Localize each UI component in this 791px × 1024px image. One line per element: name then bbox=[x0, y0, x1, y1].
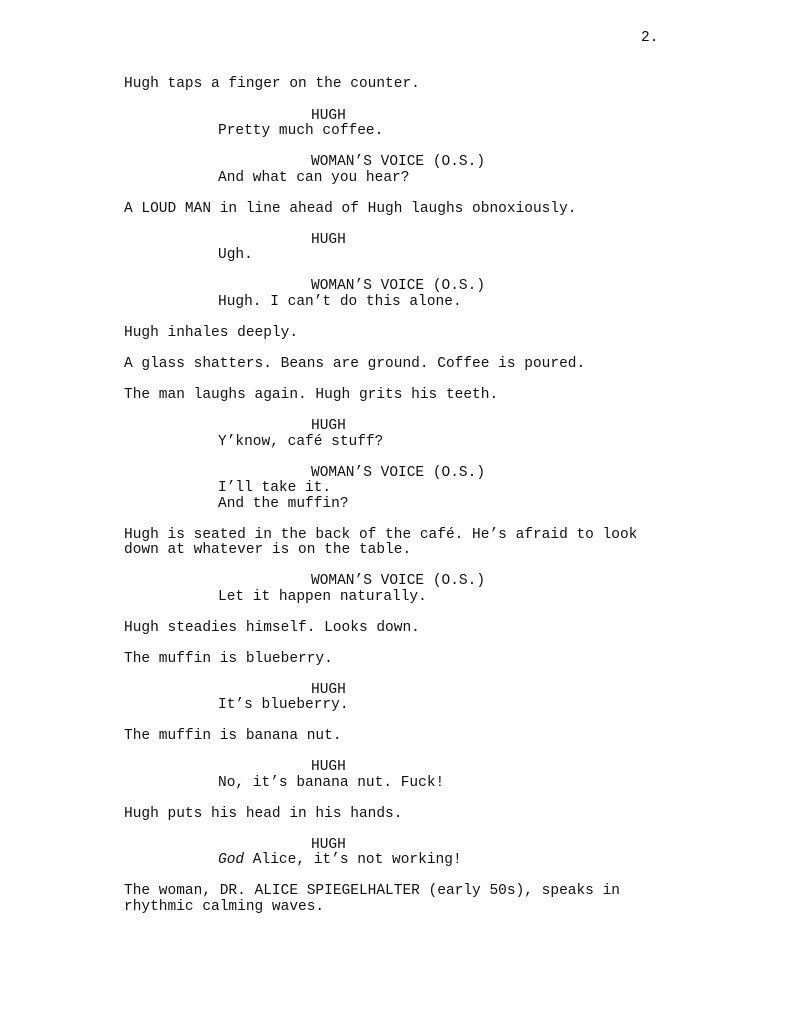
dialogue-line: Hugh. I can’t do this alone. bbox=[218, 294, 462, 310]
dialogue-line: It’s blueberry. bbox=[218, 697, 349, 713]
character-cue: WOMAN’S VOICE (O.S.) bbox=[311, 573, 486, 589]
character-cue: HUGH bbox=[311, 418, 346, 434]
dialogue-line: Ugh. bbox=[218, 247, 253, 263]
dialogue-emphasis: God bbox=[218, 852, 245, 868]
action-line: Hugh steadies himself. Looks down. bbox=[124, 620, 420, 636]
character-cue: WOMAN’S VOICE (O.S.) bbox=[311, 154, 486, 170]
action-line: Hugh taps a finger on the counter. bbox=[124, 76, 420, 92]
character-cue: HUGH bbox=[311, 682, 346, 698]
action-line: The man laughs again. Hugh grits his teeth. bbox=[124, 387, 499, 403]
action-line: The muffin is blueberry. bbox=[124, 651, 333, 667]
dialogue-text: Alice, it’s not working! bbox=[244, 852, 462, 868]
dialogue-line bbox=[218, 853, 462, 869]
dialogue-line: Y’know, café stuff? bbox=[218, 434, 384, 450]
dialogue-line: And what can you hear? bbox=[218, 170, 410, 186]
dialogue-line: No, it’s banana nut. Fuck! bbox=[218, 775, 445, 791]
action-line: A LOUD MAN in line ahead of Hugh laughs obnoxiously. bbox=[124, 201, 577, 217]
character-cue: WOMAN’S VOICE (O.S.) bbox=[311, 465, 486, 481]
character-cue: HUGH bbox=[311, 232, 346, 248]
page-number: 2. bbox=[641, 30, 659, 46]
action-line: rhythmic calming waves. bbox=[124, 899, 325, 915]
dialogue-line: And the muffin? bbox=[218, 496, 349, 512]
character-cue: HUGH bbox=[311, 837, 346, 853]
character-cue: WOMAN’S VOICE (O.S.) bbox=[311, 278, 486, 294]
action-line: Hugh is seated in the back of the café. He’s afraid to look bbox=[124, 527, 638, 543]
action-line: The muffin is banana nut. bbox=[124, 728, 342, 744]
action-line: down at whatever is on the table. bbox=[124, 542, 412, 558]
character-cue: HUGH bbox=[311, 108, 346, 124]
action-line: A glass shatters. Beans are ground. Coffee is poured. bbox=[124, 356, 586, 372]
action-line: The woman, DR. ALICE SPIEGELHALTER (early 50s), speaks in bbox=[124, 883, 620, 899]
dialogue-line: Pretty much coffee. bbox=[218, 123, 384, 139]
dialogue-line: I’ll take it. bbox=[218, 480, 332, 496]
dialogue-line: Let it happen naturally. bbox=[218, 589, 427, 605]
action-line: Hugh inhales deeply. bbox=[124, 325, 299, 341]
character-cue: HUGH bbox=[311, 759, 346, 775]
action-line: Hugh puts his head in his hands. bbox=[124, 806, 403, 822]
